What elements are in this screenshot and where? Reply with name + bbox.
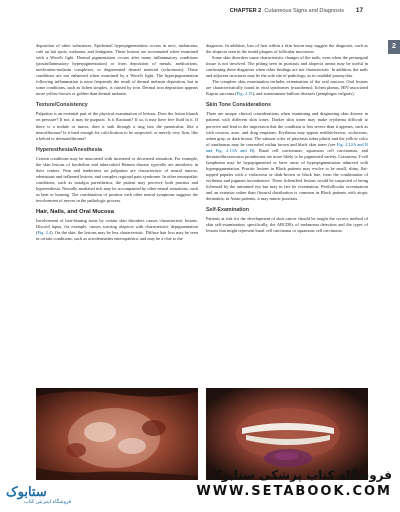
left-column: [36, 43, 198, 242]
logo-wordmark: ستابوک: [6, 484, 47, 499]
clinical-photo-scalp: [36, 388, 198, 480]
logo-tagline: فروشگاه اینترنتی کتاب: [24, 499, 72, 505]
heading-self-exam: Self-Examination: [206, 207, 249, 214]
paragraph-oral-mucosa: The complete skin examination includes examination of the oral mucosa. Oral lesions are characteristically found in viral syndromes (exanthems), lichen planus, HIV-associated Kaposi sarcoma (Fig. 2.15), and autoimmune bullous diseases (pemphigus vulgaris).: [206, 79, 368, 97]
paragraph-nails: Some skin disorders cause characteristic changes of the nails, even when the periungual tissue is not involved. The pitting seen in psoriasis and alopecia areata may be useful in confirming these diagnoses when other findings are not characteristic. In addition, the nails and adjacent structures may be the sole site of pathology, as in candidal paronychia.: [206, 55, 368, 79]
figure-link-2-12[interactable]: Fig. 2.12A and B and Fig. 2.13A and B: [206, 141, 368, 153]
running-head: [230, 8, 344, 14]
page-header: [0, 8, 400, 20]
chapter-label: CHAPTER 2: [229, 8, 262, 14]
store-name: فروشگاه کتاب پزشکی ستابوک: [209, 468, 392, 482]
heading-hyperesthesia: Hyperesthesia/Anesthesia: [36, 146, 102, 153]
clinical-photo-oral: [206, 388, 368, 480]
chapter-tab-number: 2: [392, 43, 396, 50]
store-url[interactable]: WWW.SETABOOK.COM: [196, 484, 392, 499]
heading-skin-tone: Skin Tone Considerations: [206, 102, 271, 109]
figure-link-2-4[interactable]: Fig. 2.4: [37, 230, 52, 236]
paragraph-texture: Palpation is an essential part of the physical examination of lesions. Does the lesion blanch on pressure? If not, it may be purpuric. Is it fluctuant? If so, it may have free fluid in it. If there is a nodule or tumor, does it sink through a ring into the panniculus, like a neurofibroma? Is it hard enough for calcification to be suspected, or merely very firm, like a keloid or dermatofibroma?: [36, 111, 198, 141]
paragraph-hair: Involvement of hair-bearing areas by certain skin disorders causes characteristic lesions. Discoid lupus, for example, causes scarring alopecia with characteristic depigmentation (Fig. 2.4). On the skin, the lesions may be less characteristic. Diffuse hair loss may be seen in certain conditions, such as acrodermatitis enteropathica, and may be a clue to the: [36, 218, 198, 242]
figure-link-2-15[interactable]: Fig. 2.15: [236, 91, 253, 97]
paragraph-self-exam: Patients at risk for the development of skin cancer should be taught the correct method of skin self-examination, specifically, the ABCDEs of melanoma detection and the types of lesions that might represent basal cell carcinoma or squamous cell carcinoma.: [206, 216, 368, 234]
chapter-title: Cutaneous Signs and Diagnosis: [264, 8, 344, 14]
paragraph-pigmentation: deposition of other substances. Epidermal hyperpigmentation occurs in nevi, melanoma, café au lait spots, melasma, and lentigines. These lesions are accentuated when examined with a Wood's light. Dermal pigmentation occurs after many inflammatory conditions (postinflammatory hyperpigmentation) or from deposition of metals, medications, medication-melanin complexes, or degenerated dermal material (ochronosis). These conditions are not enhanced when examined by a Wood's light. The hyperpigmentation following inflammation is most frequently the result of dermal melanin deposition, but in some conditions, such as lichen simplex, is caused by iron. Dermal iron deposition appears more yellow-brown or golden than dermal melanin.: [36, 43, 198, 97]
paragraph-hyperesthesia: Certain conditions may be associated with increased or decreased sensation. For example, the skin lesions of borderline and tuberculoid Hansen disease typically are anesthetic in their centers. Pain and tenderness on palpation are characteristic of neural tumors, edematous and inflamed lesions, and complex regional pain syndrome. In other neuropathic conditions, such as notalgia paresthetica, the patient may perceive both pruritus and hyperesthesia. Neurally mediated itch may be accompanied by other neural sensations, such as heat or burning. The combination of pruritus with other neural symptoms suggests the involvement of nerves in the pathologic process.: [36, 155, 198, 203]
chapter-tab: [388, 40, 400, 54]
paragraph-skin-tone: There are unique clinical considerations when examining and diagnosing skin disease in patients with different skin tones. Darker skin tones may make erythema difficult to perceive and lead to the impression that the condition is less severe than it appears, such as with rosacea, acne, and drug eruptions. Erythema may appear reddish-brown, violaceous, ashen gray, or dark brown. The salmon color of pityriasis rubra pilaris and the yellow color of xanthomas may be concealed within brown and black skin tones (see Fig. 2.12A and B and Fig. 2.13A and B). Basal cell carcinomas, squamous cell carcinomas, and dermatofibrosarcoma protuberans are more likely to be pigmented variety. Cutaneous T-cell lymphoma may be hypopigmented or have areas of hyperpigmentation admixed with hyperpigmentation. Pruritic lesions in Black patients may evolve to be small, shiny, flat-topped papules with a violaceous or dark-brown or black hue, from the combination of erythema and pigment incontinence. These lichenified lesions would be suspected of being lichenoid by the untrained eye but may in fact be eczematous. Perifollicular accentuation and an extensor rather than flexural distribution is common in Black patients with atopic dermatitis; in Asian patients, it may mimic psoriasis.: [206, 111, 368, 202]
paragraph-hair-loss: diagnosis. In addition, loss of hair within a skin lesion may suggest the diagnosis, such as the alopecia seen in the tumid plaques of follicular mucinosis.: [206, 43, 368, 55]
heading-texture: Texture/Consistency: [36, 102, 88, 109]
page-number: 17: [355, 7, 363, 14]
footer-watermark: [196, 468, 392, 499]
right-column: [206, 43, 368, 234]
setabook-logo: [2, 484, 92, 510]
scalp-photo-image: [36, 388, 198, 480]
oral-photo-image: [206, 388, 368, 480]
heading-hair-nails: Hair, Nails, and Oral Mucosa: [36, 209, 114, 216]
